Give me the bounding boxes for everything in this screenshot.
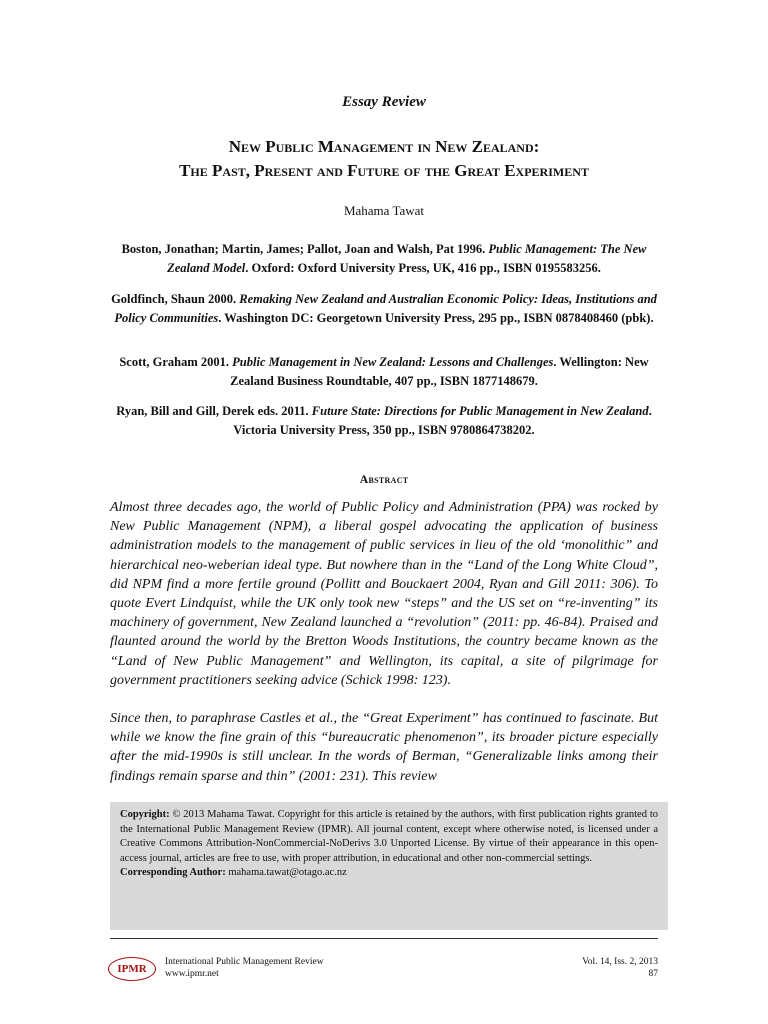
copyright-body: © 2013 Mahama Tawat. Copyright for this article is retained by the authors, with first publication rights granted to the International Public Management Review (IPMR). All journal content, except where otherwise noted, is licensed under a Creative Commons Attribution-NonCommercial-NoDerivs 3.0 Unported License. By virtue of their appearance in this open-access journal, articles are free to use, with proper attribution, in educational and other non-commercial settings. [120, 809, 658, 864]
ipmr-logo: IPMR [108, 957, 156, 981]
title-line-2: The Past, Present and Future of the Great Experiment [179, 161, 589, 180]
abstract-paragraph: Almost three decades ago, the world of Public Policy and Administration (PPA) was rocked by New Public Management (NPM), a liberal gospel advocating the application of business administration models to the management of public services in lieu of the old ‘monolithic” and hierarchical neo-weberian ideal type. But nowhere than in the “Land of the Long White Cloud”, did NPM find a more fertile ground (Pollitt and Bouckaert 2004, Ryan and Gill 2011: 306). To quote Evert Lindquist, while the UK only took new “steps” and the US set on “re-inventing” its machinery of government, New Zealand launched a “revolution” (2011: pp. 46-84). Praised and flaunted around the world by the Bretton Woods Institutions, the country became known as the “Land of New Public Management” and Wellington, its capital, a site of pilgrimage for government practitioners seeking advice (Schick 1998: 123). [110, 500, 658, 688]
page-number: 87 [648, 969, 658, 979]
reference-authors: Goldfinch, Shaun 2000. [111, 292, 240, 306]
copyright-notice [110, 802, 668, 930]
author-name: Mahama Tawat [343, 203, 425, 218]
reference-publisher: . Oxford: Oxford University Press, UK, 416 pp., ISBN 0195583256. [245, 261, 601, 275]
reference-entry [100, 402, 668, 440]
reference-entry [100, 353, 668, 391]
reference-title: Future State: Directions for Public Management in New Zealand [311, 404, 649, 418]
reference-authors: Boston, Jonathan; Martin, James; Pallot, Joan and Walsh, Pat 1996. [121, 242, 489, 256]
volume-issue: Vol. 14, Iss. 2, 2013 [582, 957, 658, 967]
journal-website-link[interactable]: www.ipmr.net [165, 969, 219, 979]
section-label: Essay Review [342, 94, 426, 110]
reference-authors: Scott, Graham 2001. [119, 355, 233, 369]
footer-issue-info [582, 956, 658, 980]
journal-name: International Public Management Review [165, 957, 324, 967]
reference-title: Public Management in New Zealand: Lessons and Challenges [232, 355, 554, 369]
reference-authors: Ryan, Bill and Gill, Derek eds. 2011. [116, 404, 312, 418]
reference-publisher: . Victoria University Press, 350 pp., ISBN 9780864738202. [233, 404, 652, 437]
copyright-label: Copyright: [120, 809, 170, 820]
footer-journal-info [165, 956, 324, 980]
article-title [60, 135, 708, 183]
reference-entry [100, 240, 668, 278]
reference-title: Remaking New Zealand and Australian Economic Policy: Ideas, Institutions and Policy Communities [114, 292, 657, 325]
copyright-text [120, 808, 658, 866]
corresponding-author-label: Corresponding Author: [120, 867, 226, 878]
title-line-1: New Public Management in New Zealand: [228, 137, 540, 156]
corresponding-author [120, 866, 658, 881]
reference-title: Public Management: The New Zealand Model [167, 242, 647, 275]
footer-divider [110, 938, 658, 939]
abstract-heading: Abstract [359, 472, 409, 486]
reference-publisher: . Washington DC: Georgetown University Press, 295 pp., ISBN 0878408460 (pbk). [218, 311, 654, 325]
corresponding-author-email[interactable]: mahama.tawat@otago.ac.nz [225, 867, 347, 878]
reference-publisher: . Wellington: New Zealand Business Roundtable, 407 pp., ISBN 1877148679. [230, 355, 649, 388]
reference-entry [100, 290, 668, 328]
abstract-paragraph: Since then, to paraphrase Castles et al., the “Great Experiment” has continued to fascinate. But while we know the fine grain of this “bureaucratic phenomenon”, its broader picture especially after the mid-1990s is still unclear. In the words of Berman, “Generalizable links among their findings remain sparse and thin” (2001: 231). This review [110, 711, 658, 784]
